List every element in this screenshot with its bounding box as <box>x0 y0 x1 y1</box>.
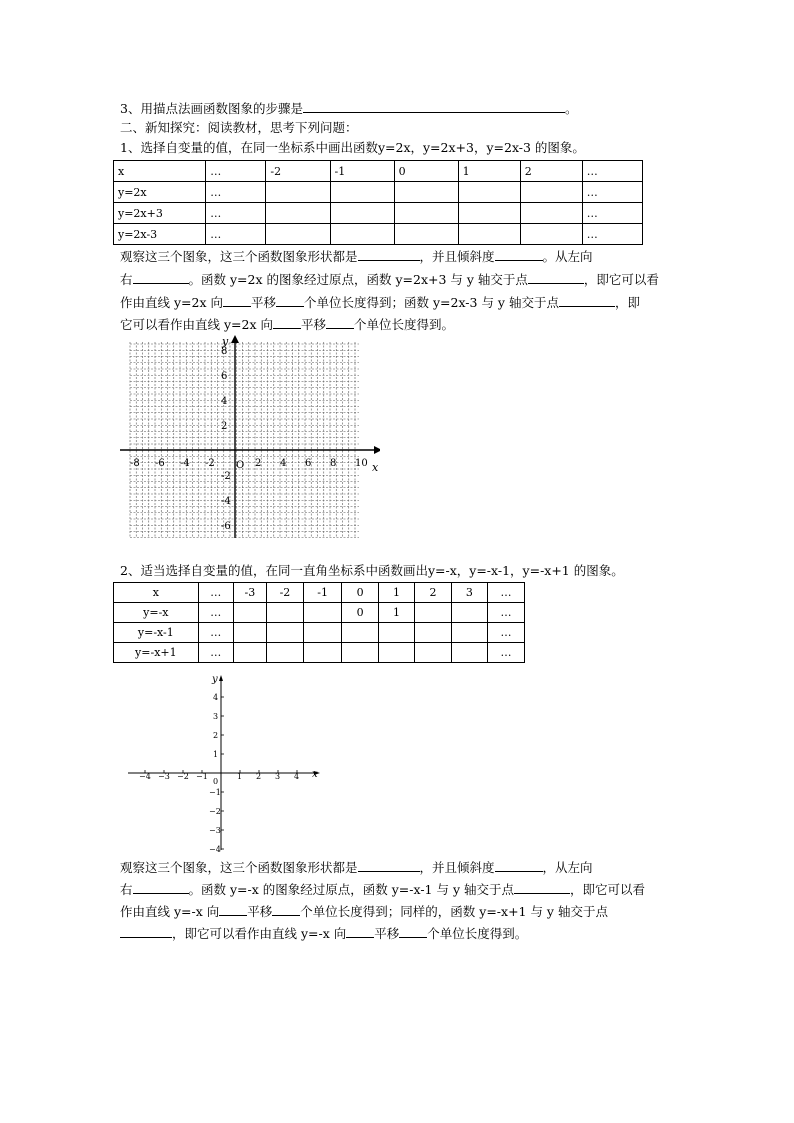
answer-cell[interactable] <box>394 224 458 245</box>
part2-prompt: 2、适当选择自变量的值，在同一直角坐标系中函数画出y=-x，y=-x-1，y=-x+1 的图象。 <box>120 563 624 578</box>
answer-cell[interactable] <box>342 643 378 663</box>
answer-cell[interactable] <box>233 603 266 623</box>
table-cell: 0 <box>342 603 378 623</box>
table-row <box>114 603 525 623</box>
obs-text: 平移 <box>251 295 277 310</box>
obs-text: 观察这三个图象，这三个函数图象形状都是 <box>120 860 358 875</box>
obs-text: ，即它可以看 <box>583 272 659 287</box>
table-cell: 1 <box>378 603 414 623</box>
answer-blank[interactable] <box>358 248 420 261</box>
answer-blank[interactable] <box>528 271 584 284</box>
x-tick-label: 2 <box>255 458 262 469</box>
answer-blank[interactable] <box>326 316 354 329</box>
y-tick-label: −3 <box>209 826 221 835</box>
table-cell: … <box>198 603 233 623</box>
x-tick-label: -4 <box>180 458 190 469</box>
answer-cell[interactable] <box>394 203 458 224</box>
answer-blank[interactable] <box>559 294 615 307</box>
x-tick-label: 4 <box>280 458 287 469</box>
table-cell: 1 <box>458 161 520 182</box>
table-cell: 0 <box>342 583 378 603</box>
obs-text: ，从左向 <box>542 860 593 875</box>
y-tick-label: −2 <box>209 807 221 816</box>
answer-cell[interactable] <box>458 182 520 203</box>
row-label-cell: y=-x+1 <box>114 643 199 663</box>
y-tick-label: 8 <box>221 346 228 357</box>
table-cell: … <box>198 583 233 603</box>
answer-cell[interactable] <box>266 182 330 203</box>
table-part2 <box>113 582 525 663</box>
table-cell: … <box>198 643 233 663</box>
y-tick-label: 1 <box>213 750 219 759</box>
answer-cell[interactable] <box>303 623 342 643</box>
table-part1 <box>113 160 643 245</box>
row-label-cell: y=2x-3 <box>114 224 206 245</box>
section-heading: 二、新知探究：阅读教材，思考下列问题： <box>120 120 358 135</box>
obs-text: ，即 <box>614 295 640 310</box>
answer-blank[interactable] <box>358 859 420 872</box>
answer-blank[interactable] <box>273 316 301 329</box>
obs-text: 个单位长度得到。 <box>354 317 455 332</box>
obs-text: 右 <box>120 882 133 897</box>
answer-cell[interactable] <box>267 603 304 623</box>
table-row <box>114 182 643 203</box>
y-tick-label: 4 <box>213 693 219 702</box>
part1-obs-line1 <box>120 248 593 265</box>
part1-obs-line3 <box>120 294 640 311</box>
table-cell: … <box>206 161 266 182</box>
answer-blank[interactable] <box>272 903 300 916</box>
x-tick-label: 8 <box>330 458 337 469</box>
answer-cell[interactable] <box>451 643 487 663</box>
part2-obs-line1 <box>120 859 593 876</box>
answer-blank[interactable] <box>495 859 543 872</box>
obs-text: 平移 <box>374 926 400 941</box>
step-question <box>120 100 577 117</box>
answer-cell[interactable] <box>415 623 451 643</box>
part1-prompt: 1、选择自变量的值，在同一坐标系中画出函数y=2x，y=2x+3，y=2x-3 的图象。 <box>120 140 585 155</box>
y-tick-label: -2 <box>221 471 231 482</box>
punct: 。 <box>564 101 578 116</box>
answer-blank[interactable] <box>133 881 189 894</box>
x-tick-label: −1 <box>196 772 208 781</box>
obs-text: 个单位长度得到；同样的，函数 y=-x+1 与 y 轴交于点 <box>300 904 608 919</box>
coordinate-grid-2 <box>128 672 328 852</box>
origin-label: 0 <box>213 777 219 786</box>
y-tick-label: 2 <box>213 731 219 740</box>
answer-cell[interactable] <box>303 643 342 663</box>
row-label-cell: x <box>114 583 199 603</box>
row-label-cell: x <box>114 161 206 182</box>
answer-blank[interactable] <box>276 294 304 307</box>
step-question-text: 3、用描点法画函数图象的步骤是 <box>120 101 303 116</box>
table-cell: 1 <box>378 583 414 603</box>
obs-text: ，并且倾斜度 <box>419 249 495 264</box>
answer-blank[interactable] <box>303 100 565 113</box>
x-axis-label: x <box>312 769 318 780</box>
table-cell: 0 <box>394 161 458 182</box>
x-tick-label: 4 <box>294 772 300 781</box>
answer-blank[interactable] <box>120 925 172 938</box>
obs-text: 平移 <box>301 317 327 332</box>
table-header-row <box>114 161 643 182</box>
obs-text: 它可以看作由直线 y=2x 向 <box>120 317 273 332</box>
table-cell: … <box>206 224 266 245</box>
answer-cell[interactable] <box>266 224 330 245</box>
x-tick-label: −3 <box>158 772 170 781</box>
answer-cell[interactable] <box>330 182 394 203</box>
table-cell: -1 <box>330 161 394 182</box>
obs-text: 平移 <box>247 904 273 919</box>
row-label-cell: y=2x <box>114 182 206 203</box>
obs-text: 个单位长度得到；函数 y=2x-3 与 y 轴交于点 <box>304 295 559 310</box>
obs-text: 个单位长度得到。 <box>427 926 528 941</box>
obs-text: 。函数 y=2x 的图象经过原点，函数 y=2x+3 与 y 轴交于点 <box>188 272 528 287</box>
answer-cell[interactable] <box>394 182 458 203</box>
answer-cell[interactable] <box>520 224 582 245</box>
answer-cell[interactable] <box>458 224 520 245</box>
answer-cell[interactable] <box>378 643 414 663</box>
answer-blank[interactable] <box>133 271 189 284</box>
y-tick-label: -4 <box>221 496 231 507</box>
obs-text: ，即它可以看 <box>570 882 646 897</box>
origin-label: O <box>236 460 245 471</box>
y-axis-arrow <box>231 335 239 343</box>
x-tick-label: 1 <box>237 772 243 781</box>
x-tick-label: 3 <box>275 772 281 781</box>
table-cell: -2 <box>267 583 304 603</box>
obs-text: 作由直线 y=-x 向 <box>120 904 220 919</box>
part2-obs-line3 <box>120 903 608 920</box>
y-axis-label: y <box>222 335 229 348</box>
table-row <box>114 643 525 663</box>
row-label-cell: y=2x+3 <box>114 203 206 224</box>
answer-cell[interactable] <box>378 623 414 643</box>
y-tick-label: 6 <box>221 371 228 382</box>
y-tick-label: 4 <box>221 396 228 407</box>
x-tick-label: 6 <box>305 458 312 469</box>
table-cell: … <box>488 643 525 663</box>
x-tick-label: 2 <box>256 772 262 781</box>
part1-obs-line2 <box>120 271 659 288</box>
answer-cell[interactable] <box>415 603 451 623</box>
y-tick-label: 2 <box>221 421 228 432</box>
answer-cell[interactable] <box>342 623 378 643</box>
answer-cell[interactable] <box>458 203 520 224</box>
answer-cell[interactable] <box>267 643 304 663</box>
table-header-row <box>114 583 525 603</box>
table-cell: 2 <box>520 161 582 182</box>
answer-blank[interactable] <box>219 903 247 916</box>
table-cell: … <box>582 203 642 224</box>
answer-cell[interactable] <box>415 643 451 663</box>
x-axis-arrow <box>374 446 380 454</box>
obs-text: 作由直线 y=2x 向 <box>120 295 223 310</box>
table-cell: … <box>206 182 266 203</box>
part2-obs-line4 <box>120 925 527 942</box>
answer-blank[interactable] <box>346 925 374 938</box>
part2-obs-line2 <box>120 881 645 898</box>
answer-cell[interactable] <box>330 203 394 224</box>
table-cell: … <box>198 623 233 643</box>
answer-cell[interactable] <box>303 603 342 623</box>
x-tick-label: -8 <box>130 458 140 469</box>
y-axis-label: y <box>212 674 218 685</box>
answer-cell[interactable] <box>451 603 487 623</box>
y-tick-label: −4 <box>209 845 221 852</box>
y-axis-arrow <box>219 675 223 681</box>
table-cell: -3 <box>233 583 266 603</box>
obs-text: 观察这三个图象，这三个函数图象形状都是 <box>120 249 358 264</box>
table-cell: … <box>206 203 266 224</box>
table-cell: … <box>488 623 525 643</box>
x-tick-label: -6 <box>155 458 165 469</box>
answer-cell[interactable] <box>266 203 330 224</box>
answer-cell[interactable] <box>267 623 304 643</box>
table-row <box>114 623 525 643</box>
obs-text: ，即它可以看作由直线 y=-x 向 <box>172 926 347 941</box>
answer-blank[interactable] <box>399 925 427 938</box>
part1-obs-line4 <box>120 316 454 333</box>
answer-blank[interactable] <box>514 881 570 894</box>
table-row <box>114 203 643 224</box>
table-cell: … <box>582 182 642 203</box>
answer-blank[interactable] <box>223 294 251 307</box>
answer-cell[interactable] <box>520 182 582 203</box>
x-tick-label: -2 <box>205 458 215 469</box>
coordinate-grid-1 <box>118 335 380 540</box>
table-cell: … <box>488 583 525 603</box>
table-row <box>114 224 643 245</box>
y-tick-label: −1 <box>209 788 221 797</box>
x-tick-label: −2 <box>177 772 189 781</box>
obs-text: ，并且倾斜度 <box>419 860 495 875</box>
y-tick-label: -6 <box>221 521 231 532</box>
table-cell: … <box>488 603 525 623</box>
obs-text: 右 <box>120 272 133 287</box>
answer-blank[interactable] <box>495 248 543 261</box>
table-cell: … <box>582 224 642 245</box>
obs-text: 。从左向 <box>542 249 593 264</box>
table-cell: 2 <box>415 583 451 603</box>
answer-cell[interactable] <box>520 203 582 224</box>
row-label-cell: y=-x <box>114 603 199 623</box>
table-cell: … <box>582 161 642 182</box>
table-cell: -2 <box>266 161 330 182</box>
table-cell: -1 <box>303 583 342 603</box>
x-tick-label: 10 <box>355 458 368 469</box>
row-label-cell: y=-x-1 <box>114 623 199 643</box>
x-tick-label: −4 <box>139 772 151 781</box>
x-axis-label: x <box>372 461 379 474</box>
answer-cell[interactable] <box>233 623 266 643</box>
answer-cell[interactable] <box>330 224 394 245</box>
y-tick-label: 3 <box>213 712 219 721</box>
answer-cell[interactable] <box>233 643 266 663</box>
table-cell: 3 <box>451 583 487 603</box>
obs-text: 。函数 y=-x 的图象经过原点，函数 y=-x-1 与 y 轴交于点 <box>188 882 514 897</box>
answer-cell[interactable] <box>451 623 487 643</box>
